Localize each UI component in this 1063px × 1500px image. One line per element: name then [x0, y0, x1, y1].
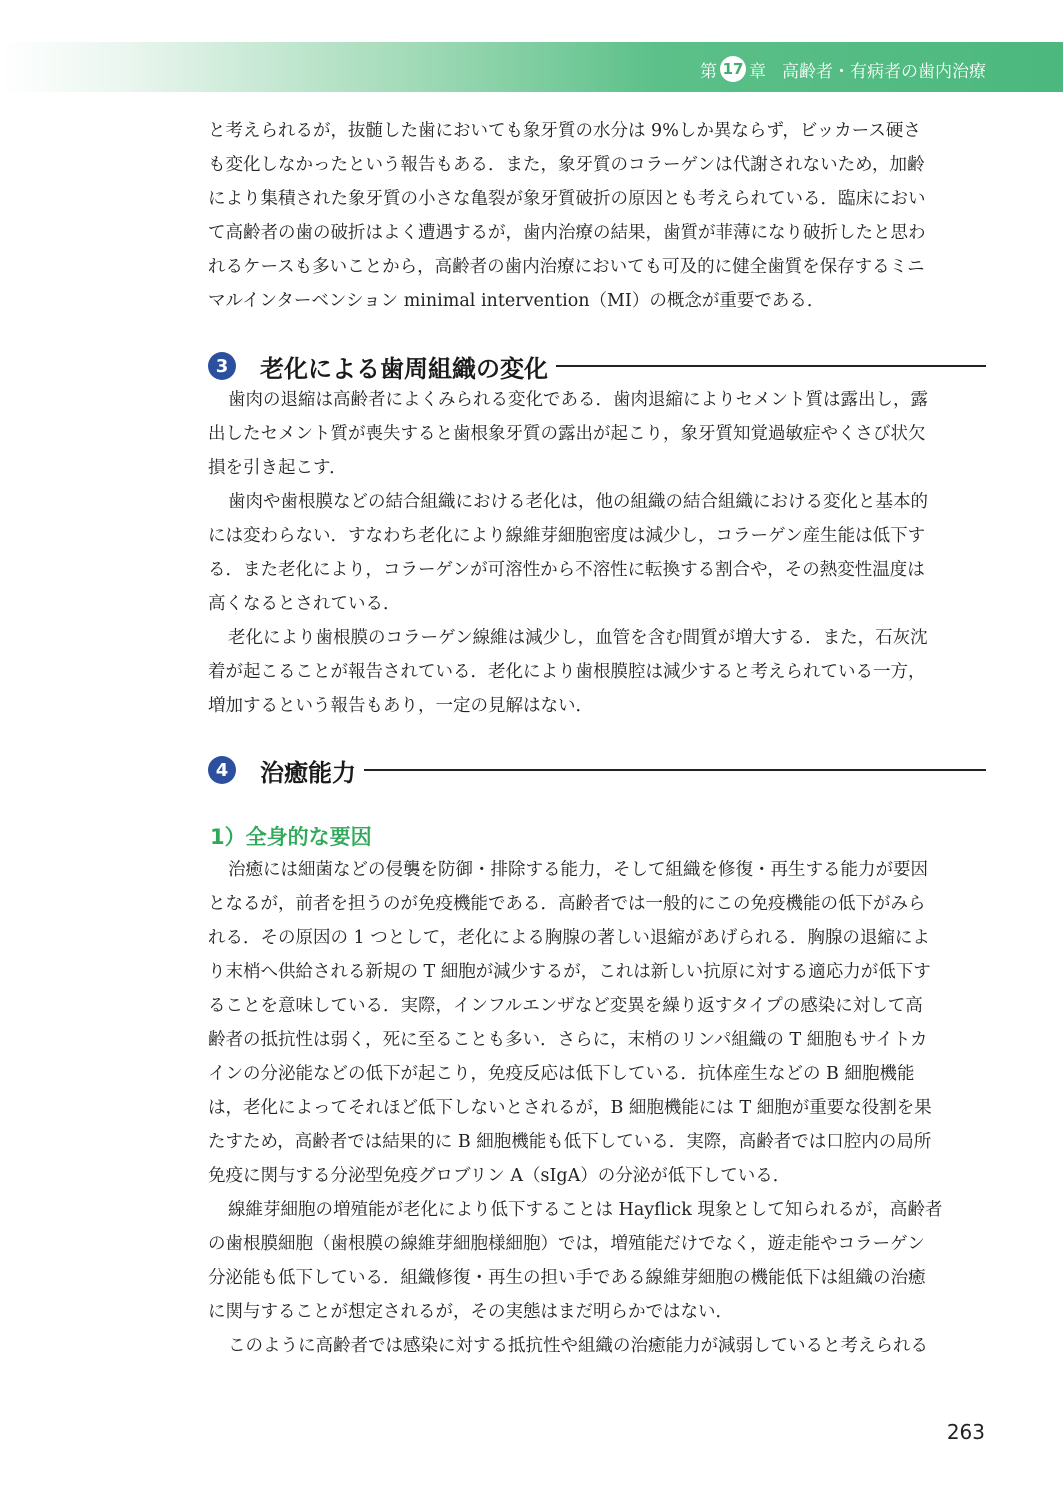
- text-line: により集積された象牙質の小さな亀裂が象牙質破折の原因とも考えられている．臨床におい: [208, 189, 926, 209]
- text-line: も変化しなかったという報告もある．また，象牙質のコラーゲンは代謝されないため，加齢: [208, 155, 925, 175]
- chapter-number-badge: 17: [720, 56, 746, 82]
- text-line: に関与することが想定されるが，その実態はまだ明らかではない．: [208, 1302, 733, 1322]
- text-line: 治癒には細菌などの侵襲を防御・排除する能力，そして組織を修復・再生する能力が要因: [228, 860, 928, 880]
- chapter-title: 高齢者・有病者の歯内治療: [782, 61, 986, 82]
- text-line: 歯肉の退縮は高齢者によくみられる変化である．歯肉退縮によりセメント質は露出し，露: [228, 390, 928, 410]
- chapter-header: [700, 55, 986, 83]
- section-title: 老化による歯周組織の変化: [260, 354, 548, 383]
- section-number-badge: 3: [208, 352, 236, 380]
- chapter-prefix: 第: [700, 61, 717, 82]
- section-number-badge: 4: [208, 756, 236, 784]
- text-line: 着が起こることが報告されている．老化により歯根膜腔は減少すると考えられている一方，: [208, 662, 926, 682]
- text-line: 免疫に関与する分泌型免疫グロブリン A（sIgA）の分泌が低下している．: [208, 1166, 791, 1186]
- text-line: れるケースも多いことから，高齢者の歯内治療においても可及的に健全歯質を保存するミニ: [208, 257, 925, 277]
- text-line: は，老化によってそれほど低下しないとされるが，B 細胞機能には T 細胞が重要な役割を果: [208, 1098, 932, 1118]
- text-line: る．また老化により，コラーゲンが可溶性から不溶性に転換する割合や，その熱変性温度は: [208, 560, 925, 580]
- text-line: インの分泌能などの低下が起こり，免疫反応は低下している．抗体産生などの B 細胞機能: [208, 1064, 915, 1084]
- text-line: たすため，高齢者では結果的に B 細胞機能も低下している．実際，高齢者では口腔内の局所: [208, 1132, 932, 1152]
- section-3-heading: [208, 346, 986, 386]
- text-line: れる．その原因の 1 つとして，老化による胸腺の著しい退縮があげられる．胸腺の退縮によ: [208, 928, 930, 948]
- text-line: ることを意味している．実際，インフルエンザなど変異を繰り返すタイプの感染に対して高: [208, 996, 923, 1016]
- text-line: 損を引き起こす．: [208, 458, 347, 478]
- text-line: 分泌能も低下している．組織修復・再生の担い手である線維芽細胞の機能低下は組織の治癒: [208, 1268, 926, 1288]
- intro-paragraph: [208, 114, 990, 318]
- text-line: て高齢者の歯の破折はよく遭遇するが，歯内治療の結果，歯質が菲薄になり破折したと思わ: [208, 223, 926, 243]
- text-line: の歯根膜細胞（歯根膜の線維芽細胞様細胞）では，増殖能だけでなく，遊走能やコラーゲン: [208, 1234, 925, 1254]
- text-line: 老化により歯根膜のコラーゲン線維は減少し，血管を含む間質が増大する．また，石灰沈: [228, 628, 928, 648]
- section-4-heading: [208, 750, 986, 790]
- text-line: 高くなるとされている．: [208, 594, 401, 614]
- text-line: り末梢へ供給される新規の T 細胞が減少するが，これは新しい抗原に対する適応力が低下す: [208, 962, 931, 982]
- page-number: 263: [946, 1420, 985, 1444]
- text-line: 齢者の抵抗性は弱く，死に至ることも多い．さらに，末梢のリンパ組織の T 細胞もサイトカ: [208, 1030, 928, 1050]
- text-line: このように高齢者では感染に対する抵抗性や組織の治癒能力が減弱していると考えられる: [228, 1336, 928, 1356]
- text-line: には変わらない．すなわち老化により線維芽細胞密度は減少し，コラーゲン産生能は低下す: [208, 526, 926, 546]
- subsection-heading: 1）全身的な要因: [210, 825, 372, 849]
- heading-rule: [364, 769, 986, 771]
- text-line: 出したセメント質が喪失すると歯根象牙質の露出が起こり，象牙質知覚過敏症やくさび状欠: [208, 424, 926, 444]
- chapter-suffix: 章: [749, 61, 766, 82]
- text-line: 線維芽細胞の増殖能が老化により低下することは Hayflick 現象として知られるが，高齢者: [228, 1200, 943, 1220]
- section-3-body: [208, 383, 990, 723]
- text-line: マルインターベンション minimal intervention（MI）の概念が重要である．: [208, 291, 825, 311]
- text-line: 増加するという報告もあり，一定の見解はない．: [208, 696, 593, 716]
- text-line: 歯肉や歯根膜などの結合組織における老化は，他の組織の結合組織における変化と基本的: [228, 492, 928, 512]
- text-line: となるが，前者を担うのが免疫機能である．高齢者では一般的にこの免疫機能の低下がみら: [208, 894, 926, 914]
- section-title: 治癒能力: [260, 758, 356, 787]
- text-line: と考えられるが，抜髄した歯においても象牙質の水分は 9%しか異ならず，ビッカース硬さ: [208, 121, 921, 141]
- heading-rule: [556, 365, 986, 367]
- section-4-body: [208, 853, 990, 1363]
